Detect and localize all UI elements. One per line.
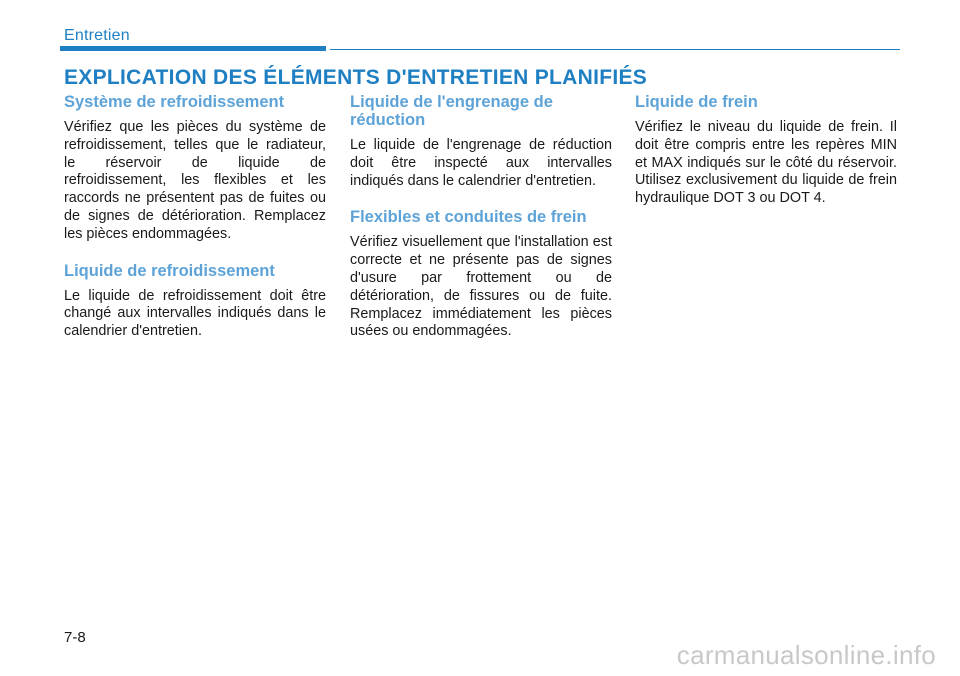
page-number: 7-8 [64,629,86,646]
column-2 [350,93,612,359]
text-coolant: Le liquide de refroidissement doit être changé aux intervalles indiqués dans le calendrier d'entretien. [64,287,326,340]
column-1 [64,93,326,359]
text-brake-hoses: Vérifiez visuellement que l'installation est correcte et ne présente pas de signes d'usure par frottement ou de détérioration, de fissures ou de fuite. Remplacez immédiatement les pièces usées ou endommagées. [350,234,612,340]
heading-coolant: Liquide de refroidissement [64,261,275,280]
page-title: EXPLICATION DES ÉLÉMENTS D'ENTRETIEN PLANIFIÉS [64,66,648,89]
section-tab-label: Entretien [64,27,130,44]
watermark: carmanualsonline.info [676,640,936,670]
text-brake-fluid: Vérifiez le niveau du liquide de frein. Il doit être compris entre les repères MIN et MAX indiqués sur le côté du réservoir. Utilisez exclusivement du liquide de frein hydraulique DOT 3 ou DOT 4. [635,119,897,207]
header-rule-thin [330,49,900,50]
heading-brake-hoses: Flexibles et conduites de frein [350,208,587,227]
text-reduction-gear-fluid: Le liquide de l'engrenage de réduction doit être inspecté aux intervalles indiqués dans le calendrier d'entretien. [350,137,612,189]
text-cooling-system: Vérifiez que les pièces du système de refroidissement, telles que le radiateur, le réservoir de liquide de refroidissement, les flexibles et les raccords ne présentent pas de fuites ou de signes de détérioration. Remplacez les pièces endommagées. [64,119,326,242]
heading-cooling-system: Système de refroidissement [64,93,285,111]
heading-reduction-gear-fluid: Liquide de l'engrenage de réduction [350,93,553,129]
column-3 [635,93,897,226]
heading-brake-fluid: Liquide de frein [635,93,758,111]
header-rule-thick [60,46,326,51]
